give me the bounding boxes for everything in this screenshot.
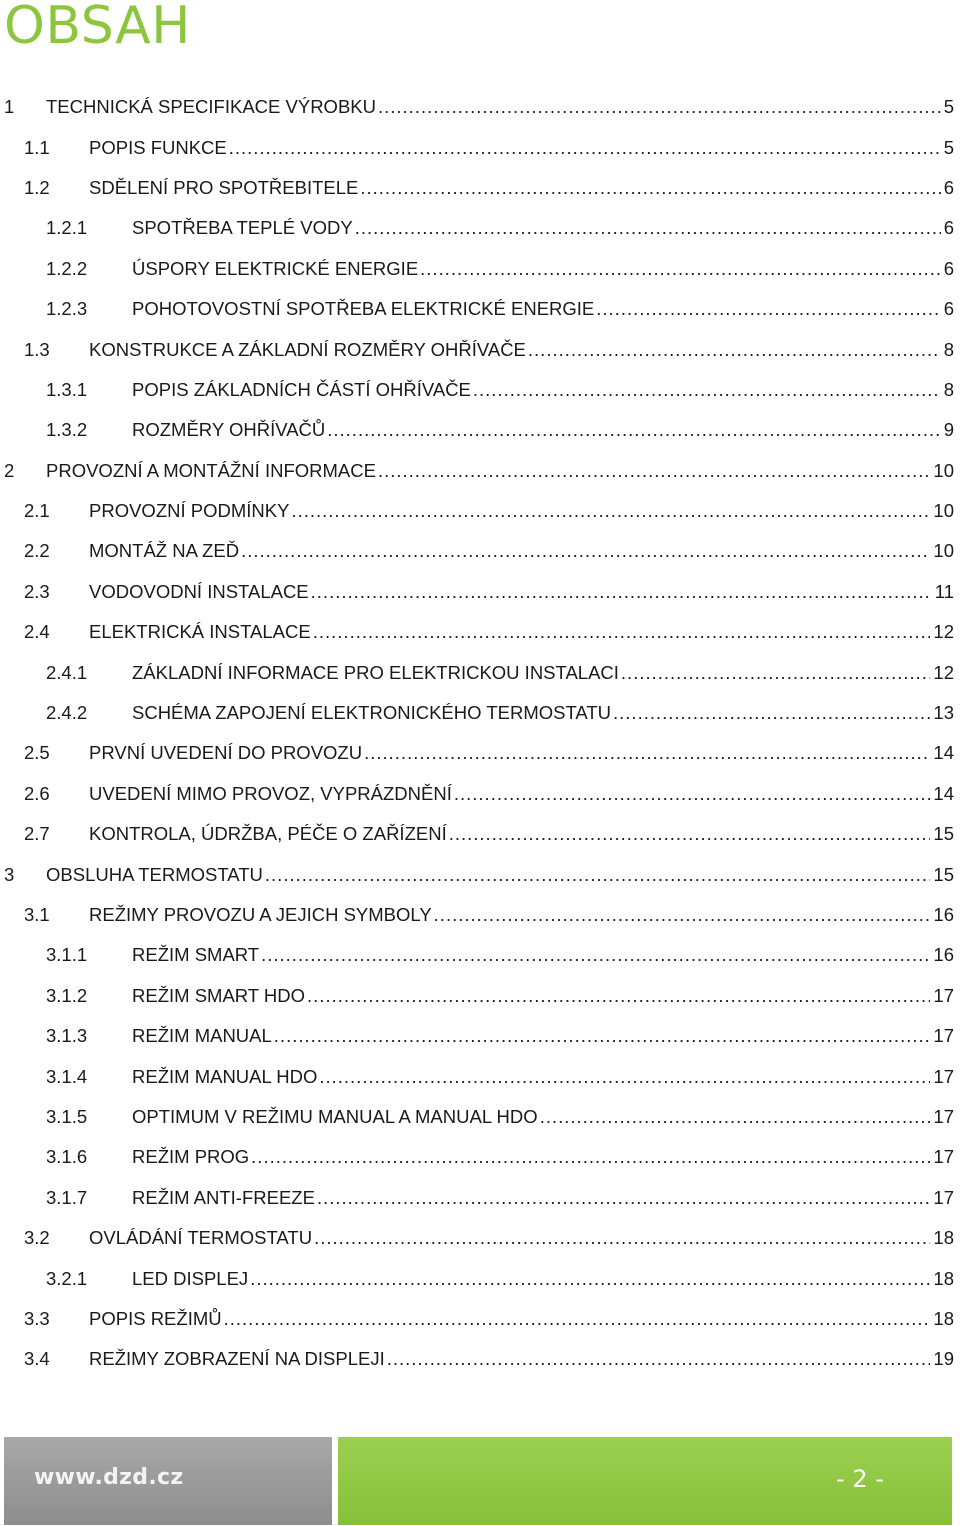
toc-dot-leader [313, 621, 931, 643]
toc-entry-page: 8 [943, 338, 954, 360]
toc-entry-label: POPIS REŽIMŮ [89, 1307, 222, 1329]
toc-dot-leader [528, 339, 941, 361]
toc-entry-label: REŽIMY ZOBRAZENÍ NA DISPLEJI [89, 1348, 385, 1370]
toc-entry-page: 10 [933, 459, 954, 481]
toc-entry-page: 12 [933, 661, 954, 683]
toc-entry-number: 1.2.1 [46, 217, 88, 239]
toc-dot-leader [473, 379, 941, 401]
toc-dot-leader [378, 96, 941, 118]
toc-entry-page: 12 [933, 621, 954, 643]
toc-entry[interactable] [0, 451, 954, 491]
toc-dot-leader [229, 137, 941, 159]
toc-entry-label: REŽIM SMART HDO [132, 984, 306, 1006]
toc-dot-leader [449, 823, 931, 845]
toc-entry-page: 16 [933, 944, 954, 966]
toc-dot-leader [540, 1106, 931, 1128]
toc-dot-leader [434, 904, 931, 926]
toc-entry-number: 3.1 [24, 904, 50, 925]
toc-entry-page: 11 [934, 580, 954, 602]
toc-entry-label: UVEDENÍ MIMO PROVOZ, VYPRÁZDNĚNÍ [89, 782, 452, 804]
toc-entry-number: 3.2.1 [46, 1267, 88, 1289]
toc-entry-number: 2.7 [24, 823, 50, 845]
toc-dot-leader [251, 1146, 930, 1168]
toc-entry-label: POPIS ZÁKLADNÍCH ČÁSTÍ OHŘÍVAČE [132, 378, 471, 400]
toc-entry-number: 3.2 [24, 1227, 50, 1249]
toc-entry-page: 6 [943, 217, 954, 239]
toc-entry-label: ÚSPORY ELEKTRICKÉ ENERGIE [132, 257, 419, 279]
toc-entry[interactable] [0, 1258, 954, 1298]
toc-entry-page: 8 [943, 378, 954, 400]
toc-entry-number: 2.4.2 [46, 702, 88, 724]
toc-entry-number: 2 [4, 459, 15, 481]
toc-entry-label: REŽIM MANUAL [132, 1025, 272, 1047]
toc-entry-number: 3.1.4 [46, 1065, 88, 1087]
footer-website-panel [4, 1437, 332, 1525]
toc-entry-label: POHOTOVOSTNÍ SPOTŘEBA ELEKTRICKÉ ENERGIE [132, 298, 595, 320]
toc-entry-number: 2.6 [24, 782, 50, 804]
toc-entry-label: PRVNÍ UVEDENÍ DO PROVOZU [89, 742, 363, 764]
toc-entry-number: 2.4 [24, 621, 50, 643]
toc-entry[interactable] [0, 1056, 954, 1096]
footer-page-number: - 2 - [836, 1465, 884, 1493]
toc-entry-label: OBSLUHA TERMOSTATU [46, 863, 263, 885]
toc-entry-number: 1.3.1 [46, 378, 88, 400]
toc-entry-label: VODOVODNÍ INSTALACE [89, 580, 309, 602]
toc-entry[interactable] [0, 612, 954, 652]
toc-entry-page: 18 [933, 1227, 954, 1249]
toc-dot-leader [261, 944, 930, 966]
toc-entry[interactable] [0, 491, 954, 531]
toc-entry-page: 17 [933, 1105, 954, 1127]
toc-entry[interactable] [0, 814, 954, 854]
toc-entry-number: 2.4.1 [46, 661, 88, 683]
toc-entry-number: 1.2.2 [46, 257, 88, 279]
toc-entry[interactable] [0, 693, 954, 733]
toc-entry[interactable] [0, 976, 954, 1016]
toc-dot-leader [317, 1187, 930, 1209]
toc-dot-leader [355, 217, 941, 239]
toc-dot-leader [596, 298, 940, 320]
toc-entry-label: SDĚLENÍ PRO SPOTŘEBITELE [89, 176, 359, 198]
toc-entry[interactable] [0, 935, 954, 975]
toc-dot-leader [274, 1025, 931, 1047]
toc-entry-page: 14 [933, 782, 954, 804]
toc-entry[interactable] [0, 208, 954, 248]
toc-entry[interactable] [0, 895, 954, 935]
toc-entry[interactable] [0, 249, 954, 289]
toc-entry-number: 1.2.3 [46, 298, 88, 320]
toc-entry-page: 13 [933, 702, 954, 724]
toc-entry-page: 10 [933, 540, 954, 562]
toc-entry-label: ZÁKLADNÍ INFORMACE PRO ELEKTRICKOU INSTALACI [132, 661, 619, 683]
toc-entry[interactable] [0, 1218, 954, 1258]
toc-entry-page: 5 [943, 96, 954, 118]
toc-entry-page: 9 [943, 419, 954, 441]
toc-entry-number: 3.4 [24, 1348, 50, 1370]
toc-entry-number: 1.1 [24, 136, 50, 158]
toc-dot-leader [250, 1268, 930, 1290]
toc-entry-page: 17 [933, 1186, 954, 1208]
toc-entry-number: 3.1.1 [46, 944, 88, 966]
toc-entry-number: 2.1 [24, 500, 50, 522]
toc-dot-leader [364, 742, 930, 764]
toc-entry-label: REŽIM SMART [132, 944, 260, 966]
toc-entry[interactable] [0, 531, 954, 571]
toc-dot-leader [319, 1066, 930, 1088]
toc-entry[interactable] [0, 370, 954, 410]
toc-dot-leader [327, 419, 940, 441]
toc-entry-number: 3.1.5 [46, 1105, 88, 1127]
toc-entry[interactable] [0, 127, 954, 167]
toc-entry-label: PROVOZNÍ PODMÍNKY [89, 500, 290, 522]
toc-entry[interactable] [0, 652, 954, 692]
toc-entry-page: 17 [933, 1025, 954, 1047]
toc-entry-page: 15 [933, 863, 954, 885]
toc-dot-leader [613, 702, 930, 724]
toc-entry-page: 10 [933, 500, 954, 522]
toc-entry-label: KONTROLA, ÚDRŽBA, PÉČE O ZAŘÍZENÍ [89, 823, 447, 845]
toc-entry[interactable] [0, 854, 954, 894]
toc-dot-leader [265, 864, 931, 886]
toc-dot-leader [420, 258, 941, 280]
toc-entry-number: 2.2 [24, 540, 50, 562]
toc-entry-label: REŽIM MANUAL HDO [132, 1065, 318, 1087]
toc-entry-page: 18 [933, 1307, 954, 1329]
toc-dot-leader [307, 985, 930, 1007]
toc-entry-number: 1 [4, 96, 15, 118]
toc-entry-label: OPTIMUM V REŽIMU MANUAL A MANUAL HDO [132, 1105, 538, 1127]
toc-entry[interactable] [0, 1339, 954, 1379]
toc-dot-leader [378, 460, 930, 482]
toc-entry-page: 17 [933, 984, 954, 1006]
toc-entry-label: REŽIM PROG [132, 1146, 250, 1168]
toc-entry-label: REŽIM ANTI-FREEZE [132, 1186, 315, 1208]
toc-entry-label: MONTÁŽ NA ZEĎ [89, 540, 240, 562]
toc-dot-leader [311, 581, 932, 603]
toc-entry[interactable] [0, 329, 954, 369]
toc-entry-number: 1.3 [24, 338, 50, 360]
toc-entry-label: SPOTŘEBA TEPLÉ VODY [132, 217, 353, 239]
toc-entry[interactable] [0, 1137, 954, 1177]
toc-entry[interactable] [0, 1178, 954, 1218]
toc-entry-page: 6 [943, 257, 954, 279]
toc-entry-page: 6 [943, 176, 954, 198]
toc-entry[interactable] [0, 733, 954, 773]
toc-entry[interactable] [0, 774, 954, 814]
toc-dot-leader [291, 500, 930, 522]
table-of-contents [0, 87, 954, 1380]
toc-dot-leader [314, 1227, 930, 1249]
toc-entry[interactable] [0, 572, 954, 612]
toc-entry-label: PROVOZNÍ A MONTÁŽNÍ INFORMACE [46, 459, 376, 481]
toc-dot-leader [241, 540, 930, 562]
toc-entry-page: 14 [933, 742, 954, 764]
toc-entry[interactable] [0, 168, 954, 208]
footer-website[interactable]: www.dzd.cz [34, 1465, 184, 1490]
toc-dot-leader [224, 1308, 931, 1330]
toc-entry-page: 16 [933, 904, 954, 925]
toc-dot-leader [621, 662, 931, 684]
toc-entry-label: KONSTRUKCE A ZÁKLADNÍ ROZMĚRY OHŘÍVAČE [89, 338, 526, 360]
toc-entry-label: LED DISPLEJ [132, 1267, 249, 1289]
toc-entry-number: 3.1.6 [46, 1146, 88, 1168]
page-title: OBSAH [4, 0, 191, 56]
toc-entry-page: 15 [933, 823, 954, 845]
toc-entry-number: 3.1.2 [46, 984, 88, 1006]
toc-entry-page: 5 [943, 136, 954, 158]
toc-entry-label: POPIS FUNKCE [89, 136, 227, 158]
toc-entry[interactable] [0, 1299, 954, 1339]
toc-entry-label: SCHÉMA ZAPOJENÍ ELEKTRONICKÉHO TERMOSTATU [132, 702, 612, 724]
toc-dot-leader [387, 1348, 931, 1370]
toc-entry-number: 3.1.3 [46, 1025, 88, 1047]
toc-entry-label: REŽIMY PROVOZU A JEJICH SYMBOLY [89, 904, 432, 925]
toc-entry-page: 17 [933, 1146, 954, 1168]
toc-dot-leader [454, 783, 931, 805]
toc-entry[interactable] [0, 1016, 954, 1056]
toc-entry-page: 17 [933, 1065, 954, 1087]
toc-entry-page: 18 [933, 1267, 954, 1289]
toc-entry-page: 19 [933, 1348, 954, 1370]
toc-entry[interactable] [0, 289, 954, 329]
toc-entry[interactable] [0, 1097, 954, 1137]
toc-entry-number: 2.5 [24, 742, 50, 764]
toc-entry-number: 3.3 [24, 1307, 50, 1329]
toc-entry-number: 1.3.2 [46, 419, 88, 441]
toc-entry-page: 6 [943, 298, 954, 320]
toc-entry-label: TECHNICKÁ SPECIFIKACE VÝROBKU [46, 96, 376, 118]
toc-entry-number: 2.3 [24, 580, 50, 602]
toc-entry[interactable] [0, 410, 954, 450]
toc-entry-label: OVLÁDÁNÍ TERMOSTATU [89, 1227, 313, 1249]
toc-entry-label: ELEKTRICKÁ INSTALACE [89, 621, 311, 643]
toc-dot-leader [360, 177, 940, 199]
toc-entry-number: 3.1.7 [46, 1186, 88, 1208]
toc-entry-number: 1.2 [24, 176, 50, 198]
toc-entry-number: 3 [4, 863, 15, 885]
toc-entry[interactable] [0, 87, 954, 127]
toc-entry-label: ROZMĚRY OHŘÍVAČŮ [132, 419, 326, 441]
footer-page-panel [338, 1437, 952, 1525]
